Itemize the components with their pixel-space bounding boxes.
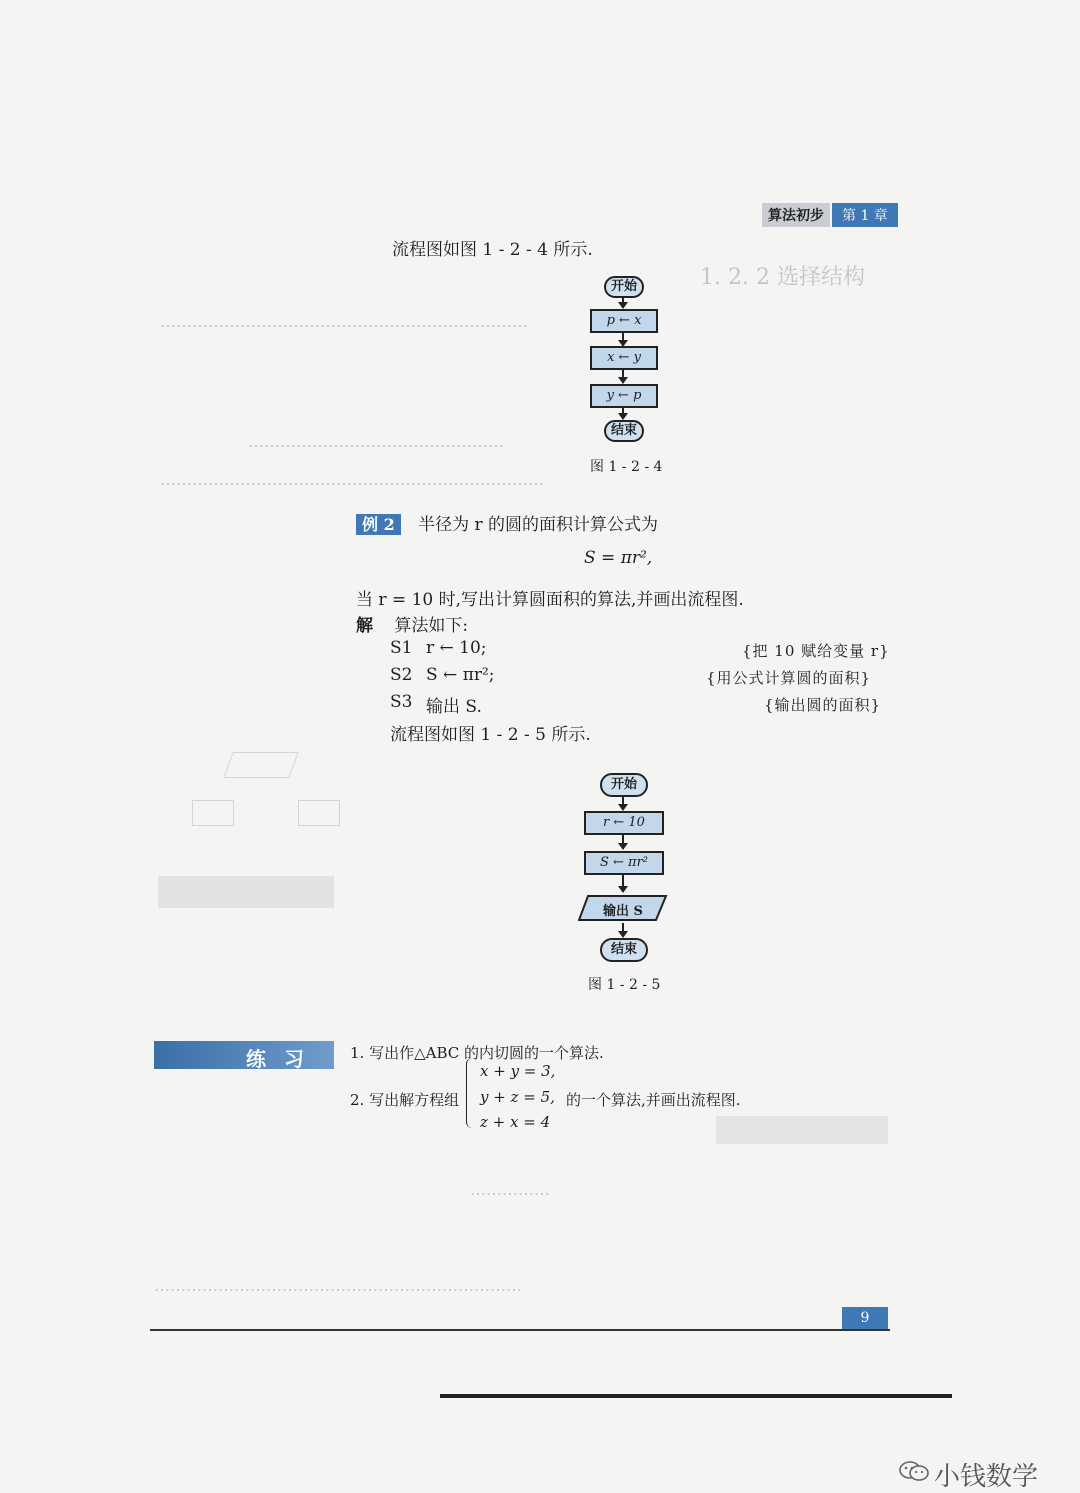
wechat-icon (898, 1460, 930, 1482)
equation-brace (466, 1058, 477, 1128)
solution-label: 解 (356, 616, 373, 636)
fc125-start: 开始 (600, 773, 648, 797)
example2-heading (356, 510, 658, 535)
algo-step-label: S3 (390, 692, 413, 712)
fc125-output: 输出 S (603, 904, 643, 919)
example2-tag: 例 2 (356, 514, 401, 535)
algo-step-content: r ← 10; (426, 638, 487, 658)
bleed-through-shape (192, 800, 234, 826)
fc125-step1: r ← 10 (584, 811, 664, 835)
practice-eq3: z + x = 4 (480, 1113, 551, 1131)
bleed-through-text: …………………………………………………………… (160, 312, 528, 331)
practice-q2-suffix: 的一个算法,并画出流程图. (566, 1091, 741, 1109)
fc125-arrow (618, 843, 628, 850)
fc124-end: 结束 (604, 420, 644, 442)
scan-edge (440, 1394, 952, 1398)
fc125-arrow (618, 804, 628, 811)
algo-step-content: 输出 S. (426, 697, 482, 717)
chapter-label: 第 1 章 (832, 203, 898, 227)
fc124-step1: p ← x (590, 309, 658, 333)
practice-q2-prefix: 2. 写出解方程组 (350, 1091, 460, 1109)
watermark-text: 小钱数学 (934, 1462, 1039, 1492)
bleed-through-text: …………………………………………………………… (154, 1276, 522, 1295)
fig125-caption: 图 1 - 2 - 5 (588, 977, 661, 993)
algo-step-comment: {输出圆的面积} (764, 696, 882, 714)
bleed-through-shape (158, 876, 334, 908)
section-title: 算法初步 (762, 203, 830, 227)
algo-step-content: S ← πr²; (426, 665, 495, 685)
fig124-caption: 图 1 - 2 - 4 (590, 459, 663, 475)
fc125-arrow (618, 886, 628, 893)
algo-step-comment: {用公式计算圆的面积} (706, 669, 872, 687)
practice-q1: 1. 写出作△ABC 的内切圆的一个算法. (350, 1044, 604, 1062)
fc125-end: 结束 (600, 938, 648, 962)
page-number: 9 (842, 1307, 888, 1329)
fig124-intro: 流程图如图 1 - 2 - 4 所示. (392, 240, 593, 260)
fc125-arrow (618, 931, 628, 938)
example2-formula: S = πr², (584, 548, 653, 568)
algo-step-label: S2 (390, 665, 413, 685)
algo-step-comment: {把 10 赋给变量 r} (742, 642, 890, 660)
example2-question: 当 r = 10 时,写出计算圆面积的算法,并画出流程图. (356, 590, 744, 610)
fc124-start: 开始 (604, 276, 644, 298)
bleed-through-text: ……………………………………………………………… (160, 470, 544, 489)
bleed-through-text: …………… (470, 1180, 550, 1199)
fc124-arrow (618, 302, 628, 309)
example2-statement: 半径为 r 的圆的面积计算公式为 (418, 515, 659, 535)
fig125-intro: 流程图如图 1 - 2 - 5 所示. (390, 725, 591, 745)
fc124-step2: x ← y (590, 346, 658, 370)
fc125-step2: S ← πr² (584, 851, 664, 875)
solution-line (356, 611, 468, 636)
practice-eq2: y + z = 5, (480, 1088, 555, 1106)
running-header (762, 203, 898, 227)
fc124-arrow (618, 377, 628, 384)
fc124-step3: y ← p (590, 384, 658, 408)
bleed-through-shape (298, 800, 340, 826)
practice-title: 练习 (246, 1047, 322, 1071)
bleed-through-text: ………………………………………… (248, 432, 504, 451)
practice-eq1: x + y = 3, (480, 1062, 556, 1080)
solution-intro: 算法如下: (394, 616, 469, 636)
footer-rule (150, 1329, 890, 1331)
bleed-through-shape (223, 752, 298, 778)
fc124-arrow (618, 413, 628, 420)
bleed-through-text: 1. 2. 2 选择结构 (700, 265, 865, 290)
bleed-through-shape (716, 1116, 888, 1144)
algo-step-label: S1 (390, 638, 413, 658)
